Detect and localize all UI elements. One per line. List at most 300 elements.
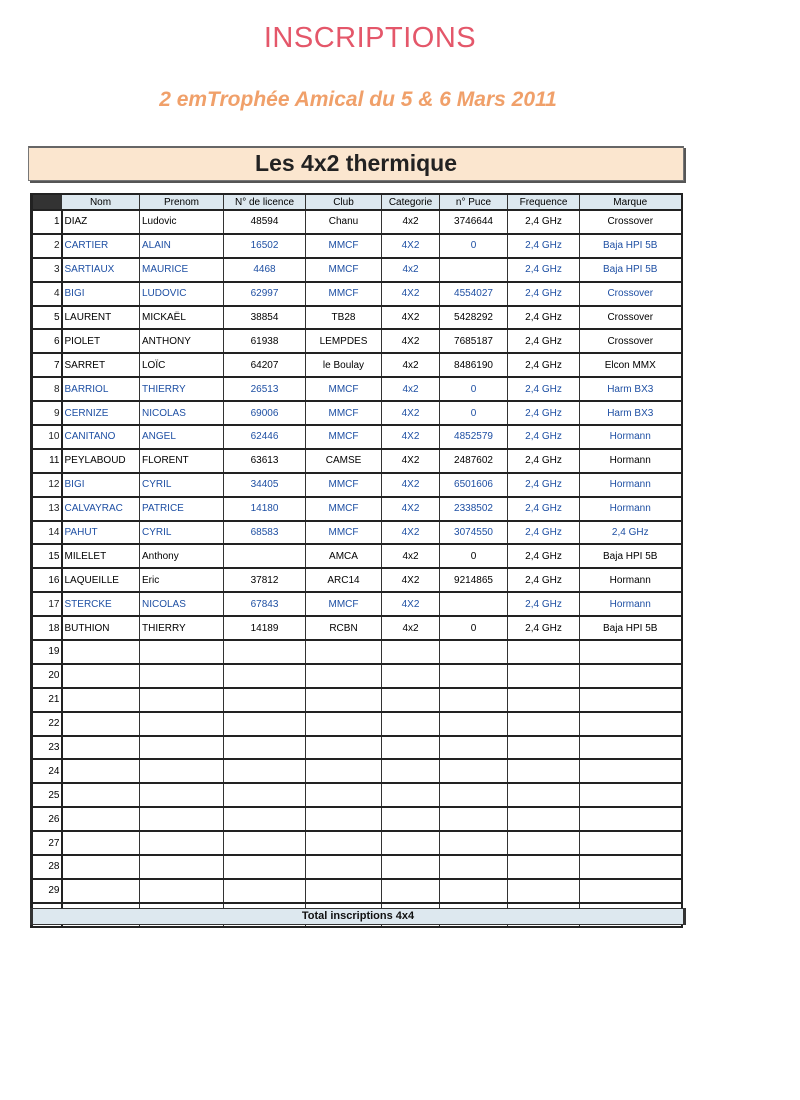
cell-nom: MILELET xyxy=(62,544,140,568)
cell-prenom xyxy=(140,688,224,712)
cell-licence: 38854 xyxy=(224,306,306,330)
cell-frequence xyxy=(508,807,580,831)
row-number: 3 xyxy=(32,258,62,282)
table-row xyxy=(32,855,682,879)
cell-frequence: 2,4 GHz xyxy=(508,473,580,497)
cell-puce xyxy=(440,712,508,736)
cell-frequence: 2,4 GHz xyxy=(508,616,580,640)
cell-frequence xyxy=(508,712,580,736)
cell-nom: BUTHION xyxy=(62,616,140,640)
cell-licence xyxy=(224,759,306,783)
table-row xyxy=(32,688,682,712)
cell-frequence xyxy=(508,831,580,855)
cell-licence xyxy=(224,879,306,903)
cell-categorie: 4X2 xyxy=(382,234,440,258)
row-number: 6 xyxy=(32,329,62,353)
header-nom: Nom xyxy=(62,194,140,210)
cell-club: MMCF xyxy=(306,521,382,545)
cell-nom: LAQUEILLE xyxy=(62,568,140,592)
cell-club xyxy=(306,783,382,807)
cell-categorie xyxy=(382,783,440,807)
cell-licence xyxy=(224,544,306,568)
cell-prenom xyxy=(140,640,224,664)
cell-frequence xyxy=(508,855,580,879)
cell-frequence: 2,4 GHz xyxy=(508,306,580,330)
table-row xyxy=(32,712,682,736)
cell-puce: 9214865 xyxy=(440,568,508,592)
table-row xyxy=(32,592,682,616)
table-row xyxy=(32,497,682,521)
cell-club xyxy=(306,831,382,855)
cell-puce xyxy=(440,783,508,807)
table-row xyxy=(32,449,682,473)
cell-marque: Crossover xyxy=(580,306,682,330)
cell-nom: STERCKE xyxy=(62,592,140,616)
cell-marque xyxy=(580,688,682,712)
cell-puce: 2487602 xyxy=(440,449,508,473)
cell-frequence: 2,4 GHz xyxy=(508,521,580,545)
cell-licence: 63613 xyxy=(224,449,306,473)
cell-prenom xyxy=(140,712,224,736)
cell-club: LEMPDES xyxy=(306,329,382,353)
cell-puce: 0 xyxy=(440,377,508,401)
row-number: 16 xyxy=(32,568,62,592)
cell-prenom: ANTHONY xyxy=(140,329,224,353)
cell-frequence xyxy=(508,640,580,664)
cell-categorie: 4x2 xyxy=(382,353,440,377)
cell-frequence: 2,4 GHz xyxy=(508,592,580,616)
row-number: 11 xyxy=(32,449,62,473)
cell-categorie: 4X2 xyxy=(382,568,440,592)
cell-frequence: 2,4 GHz xyxy=(508,210,580,234)
cell-prenom xyxy=(140,807,224,831)
header-puce: n° Puce xyxy=(440,194,508,210)
table-row xyxy=(32,473,682,497)
cell-marque: Crossover xyxy=(580,329,682,353)
cell-licence xyxy=(224,783,306,807)
cell-licence: 61938 xyxy=(224,329,306,353)
cell-club: Chanu xyxy=(306,210,382,234)
cell-marque: Hormann xyxy=(580,425,682,449)
cell-categorie: 4X2 xyxy=(382,521,440,545)
cell-nom: PIOLET xyxy=(62,329,140,353)
cell-prenom: THIERRY xyxy=(140,377,224,401)
cell-marque: Hormann xyxy=(580,449,682,473)
cell-nom: SARTIAUX xyxy=(62,258,140,282)
cell-nom: DIAZ xyxy=(62,210,140,234)
cell-club xyxy=(306,759,382,783)
cell-licence: 26513 xyxy=(224,377,306,401)
table-row xyxy=(32,234,682,258)
cell-marque xyxy=(580,736,682,760)
cell-nom: CALVAYRAC xyxy=(62,497,140,521)
cell-marque: Baja HPI 5B xyxy=(580,258,682,282)
cell-frequence: 2,4 GHz xyxy=(508,449,580,473)
registrations-table xyxy=(30,193,683,928)
cell-nom: PAHUT xyxy=(62,521,140,545)
cell-nom xyxy=(62,712,140,736)
cell-prenom: Anthony xyxy=(140,544,224,568)
cell-licence: 34405 xyxy=(224,473,306,497)
cell-frequence: 2,4 GHz xyxy=(508,497,580,521)
table-row xyxy=(32,736,682,760)
row-number: 24 xyxy=(32,759,62,783)
cell-prenom: MAURICE xyxy=(140,258,224,282)
cell-frequence: 2,4 GHz xyxy=(508,234,580,258)
cell-categorie xyxy=(382,640,440,664)
cell-frequence xyxy=(508,783,580,807)
cell-prenom: LOÏC xyxy=(140,353,224,377)
row-number: 26 xyxy=(32,807,62,831)
row-number: 13 xyxy=(32,497,62,521)
row-number: 19 xyxy=(32,640,62,664)
table-body xyxy=(32,210,682,927)
cell-club: le Boulay xyxy=(306,353,382,377)
cell-nom: CERNIZE xyxy=(62,401,140,425)
table-row xyxy=(32,640,682,664)
row-number: 12 xyxy=(32,473,62,497)
header-frequence: Frequence xyxy=(508,194,580,210)
table-row xyxy=(32,210,682,234)
cell-nom: CANITANO xyxy=(62,425,140,449)
cell-licence xyxy=(224,640,306,664)
cell-club: MMCF xyxy=(306,497,382,521)
cell-club xyxy=(306,736,382,760)
cell-marque xyxy=(580,664,682,688)
cell-prenom xyxy=(140,855,224,879)
table-row xyxy=(32,664,682,688)
row-number: 9 xyxy=(32,401,62,425)
cell-marque xyxy=(580,855,682,879)
cell-prenom: THIERRY xyxy=(140,616,224,640)
cell-marque xyxy=(580,712,682,736)
header-club: Club xyxy=(306,194,382,210)
cell-nom xyxy=(62,688,140,712)
cell-categorie xyxy=(382,831,440,855)
cell-puce xyxy=(440,664,508,688)
cell-categorie: 4X2 xyxy=(382,425,440,449)
cell-frequence xyxy=(508,688,580,712)
cell-club: MMCF xyxy=(306,234,382,258)
cell-prenom: CYRIL xyxy=(140,473,224,497)
cell-marque: Baja HPI 5B xyxy=(580,544,682,568)
cell-club xyxy=(306,688,382,712)
cell-nom: CARTIER xyxy=(62,234,140,258)
cell-marque: Baja HPI 5B xyxy=(580,234,682,258)
row-number: 15 xyxy=(32,544,62,568)
cell-puce: 0 xyxy=(440,234,508,258)
cell-marque: Elcon MMX xyxy=(580,353,682,377)
cell-marque: Baja HPI 5B xyxy=(580,616,682,640)
cell-prenom: MICKAËL xyxy=(140,306,224,330)
cell-puce: 0 xyxy=(440,616,508,640)
cell-categorie: 4X2 xyxy=(382,592,440,616)
header-licence: N° de licence xyxy=(224,194,306,210)
row-number: 29 xyxy=(32,879,62,903)
cell-club: MMCF xyxy=(306,401,382,425)
cell-prenom xyxy=(140,783,224,807)
cell-frequence xyxy=(508,759,580,783)
cell-puce: 8486190 xyxy=(440,353,508,377)
cell-club xyxy=(306,807,382,831)
cell-nom: BARRIOL xyxy=(62,377,140,401)
cell-club: TB28 xyxy=(306,306,382,330)
cell-licence: 68583 xyxy=(224,521,306,545)
cell-licence: 69006 xyxy=(224,401,306,425)
header-prenom: Prenom xyxy=(140,194,224,210)
cell-prenom: PATRICE xyxy=(140,497,224,521)
cell-prenom: ALAIN xyxy=(140,234,224,258)
table-row xyxy=(32,759,682,783)
cell-prenom xyxy=(140,759,224,783)
cell-licence: 67843 xyxy=(224,592,306,616)
cell-puce xyxy=(440,831,508,855)
cell-prenom: Ludovic xyxy=(140,210,224,234)
cell-categorie: 4x2 xyxy=(382,377,440,401)
row-number: 17 xyxy=(32,592,62,616)
cell-club: RCBN xyxy=(306,616,382,640)
cell-puce xyxy=(440,592,508,616)
cell-frequence xyxy=(508,664,580,688)
cell-puce xyxy=(440,640,508,664)
cell-categorie xyxy=(382,807,440,831)
cell-puce xyxy=(440,688,508,712)
cell-frequence xyxy=(508,879,580,903)
cell-marque: Crossover xyxy=(580,210,682,234)
cell-puce: 2338502 xyxy=(440,497,508,521)
cell-club: MMCF xyxy=(306,377,382,401)
row-number: 27 xyxy=(32,831,62,855)
cell-categorie: 4x2 xyxy=(382,616,440,640)
cell-marque: Crossover xyxy=(580,282,682,306)
cell-licence: 64207 xyxy=(224,353,306,377)
table-header-row xyxy=(32,194,682,210)
cell-nom xyxy=(62,640,140,664)
cell-categorie: 4X2 xyxy=(382,282,440,306)
table-row xyxy=(32,306,682,330)
cell-prenom: NICOLAS xyxy=(140,592,224,616)
cell-club xyxy=(306,640,382,664)
row-number: 21 xyxy=(32,688,62,712)
cell-prenom: LUDOVIC xyxy=(140,282,224,306)
cell-nom xyxy=(62,783,140,807)
cell-puce: 4554027 xyxy=(440,282,508,306)
row-number: 22 xyxy=(32,712,62,736)
cell-categorie: 4X2 xyxy=(382,449,440,473)
table-row xyxy=(32,282,682,306)
cell-licence xyxy=(224,712,306,736)
cell-licence xyxy=(224,664,306,688)
row-number: 23 xyxy=(32,736,62,760)
cell-categorie: 4X2 xyxy=(382,306,440,330)
cell-puce xyxy=(440,807,508,831)
cell-puce xyxy=(440,736,508,760)
row-number-header xyxy=(32,194,62,210)
cell-puce xyxy=(440,759,508,783)
table-row xyxy=(32,879,682,903)
cell-puce: 5428292 xyxy=(440,306,508,330)
cell-categorie: 4X2 xyxy=(382,497,440,521)
cell-categorie xyxy=(382,712,440,736)
table-row xyxy=(32,783,682,807)
row-number: 20 xyxy=(32,664,62,688)
cell-nom: LAURENT xyxy=(62,306,140,330)
row-number: 1 xyxy=(32,210,62,234)
table-row xyxy=(32,831,682,855)
cell-frequence xyxy=(508,736,580,760)
cell-club: MMCF xyxy=(306,425,382,449)
cell-prenom xyxy=(140,831,224,855)
cell-marque: 2,4 GHz xyxy=(580,521,682,545)
cell-marque: Hormann xyxy=(580,497,682,521)
cell-club xyxy=(306,664,382,688)
cell-nom xyxy=(62,831,140,855)
cell-categorie xyxy=(382,855,440,879)
table-row xyxy=(32,329,682,353)
cell-puce: 7685187 xyxy=(440,329,508,353)
cell-licence xyxy=(224,736,306,760)
cell-licence xyxy=(224,831,306,855)
cell-puce: 3746644 xyxy=(440,210,508,234)
cell-frequence: 2,4 GHz xyxy=(508,425,580,449)
cell-prenom: Eric xyxy=(140,568,224,592)
cell-licence: 4468 xyxy=(224,258,306,282)
cell-licence: 14180 xyxy=(224,497,306,521)
header-categorie: Categorie xyxy=(382,194,440,210)
cell-nom xyxy=(62,664,140,688)
cell-licence: 48594 xyxy=(224,210,306,234)
cell-club xyxy=(306,879,382,903)
table-row xyxy=(32,521,682,545)
cell-nom: SARRET xyxy=(62,353,140,377)
cell-marque: Hormann xyxy=(580,568,682,592)
row-number: 4 xyxy=(32,282,62,306)
cell-prenom: NICOLAS xyxy=(140,401,224,425)
cell-categorie: 4X2 xyxy=(382,329,440,353)
cell-licence xyxy=(224,688,306,712)
row-number: 10 xyxy=(32,425,62,449)
cell-nom xyxy=(62,736,140,760)
page-title: INSCRIPTIONS xyxy=(263,22,477,54)
cell-club: MMCF xyxy=(306,258,382,282)
category-banner: Les 4x2 thermique xyxy=(28,146,684,181)
table-row xyxy=(32,353,682,377)
cell-nom: BIGI xyxy=(62,282,140,306)
cell-licence: 62446 xyxy=(224,425,306,449)
cell-club: CAMSE xyxy=(306,449,382,473)
cell-club xyxy=(306,712,382,736)
cell-club: AMCA xyxy=(306,544,382,568)
cell-frequence: 2,4 GHz xyxy=(508,377,580,401)
row-number: 28 xyxy=(32,855,62,879)
cell-licence: 14189 xyxy=(224,616,306,640)
cell-nom xyxy=(62,879,140,903)
cell-puce: 6501606 xyxy=(440,473,508,497)
table-row xyxy=(32,258,682,282)
cell-licence: 16502 xyxy=(224,234,306,258)
cell-puce xyxy=(440,855,508,879)
cell-puce: 0 xyxy=(440,401,508,425)
cell-prenom: CYRIL xyxy=(140,521,224,545)
cell-prenom: ANGEL xyxy=(140,425,224,449)
cell-marque xyxy=(580,759,682,783)
table-row xyxy=(32,377,682,401)
cell-marque xyxy=(580,879,682,903)
cell-puce xyxy=(440,879,508,903)
cell-licence xyxy=(224,855,306,879)
cell-categorie: 4X2 xyxy=(382,473,440,497)
cell-categorie: 4x2 xyxy=(382,210,440,234)
cell-nom xyxy=(62,807,140,831)
row-number: 7 xyxy=(32,353,62,377)
row-number: 8 xyxy=(32,377,62,401)
cell-nom xyxy=(62,855,140,879)
cell-categorie xyxy=(382,688,440,712)
cell-club: MMCF xyxy=(306,473,382,497)
cell-categorie: 4x2 xyxy=(382,258,440,282)
cell-marque xyxy=(580,640,682,664)
cell-club: MMCF xyxy=(306,592,382,616)
table-row xyxy=(32,401,682,425)
table-row xyxy=(32,568,682,592)
cell-prenom xyxy=(140,736,224,760)
row-number: 2 xyxy=(32,234,62,258)
cell-puce: 4852579 xyxy=(440,425,508,449)
cell-frequence: 2,4 GHz xyxy=(508,544,580,568)
row-number: 25 xyxy=(32,783,62,807)
cell-prenom xyxy=(140,879,224,903)
cell-categorie xyxy=(382,879,440,903)
row-number: 14 xyxy=(32,521,62,545)
event-subtitle: 2 emTrophée Amical du 5 & 6 Mars 2011 xyxy=(159,88,557,111)
cell-frequence: 2,4 GHz xyxy=(508,401,580,425)
total-registrations: Total inscriptions 4x4 xyxy=(30,908,686,925)
cell-frequence: 2,4 GHz xyxy=(508,568,580,592)
cell-categorie xyxy=(382,664,440,688)
cell-frequence: 2,4 GHz xyxy=(508,282,580,306)
cell-marque xyxy=(580,783,682,807)
cell-frequence: 2,4 GHz xyxy=(508,258,580,282)
cell-licence xyxy=(224,807,306,831)
row-number: 18 xyxy=(32,616,62,640)
cell-puce xyxy=(440,258,508,282)
cell-marque xyxy=(580,831,682,855)
cell-categorie: 4X2 xyxy=(382,401,440,425)
cell-club xyxy=(306,855,382,879)
cell-nom xyxy=(62,759,140,783)
cell-puce: 0 xyxy=(440,544,508,568)
cell-marque: Hormann xyxy=(580,592,682,616)
table-row xyxy=(32,544,682,568)
cell-nom: BIGI xyxy=(62,473,140,497)
table-row xyxy=(32,807,682,831)
cell-prenom xyxy=(140,664,224,688)
cell-licence: 62997 xyxy=(224,282,306,306)
cell-marque xyxy=(580,807,682,831)
cell-categorie: 4x2 xyxy=(382,544,440,568)
cell-categorie xyxy=(382,759,440,783)
table-row xyxy=(32,425,682,449)
cell-categorie xyxy=(382,736,440,760)
cell-club: MMCF xyxy=(306,282,382,306)
cell-frequence: 2,4 GHz xyxy=(508,329,580,353)
cell-puce: 3074550 xyxy=(440,521,508,545)
cell-marque: Harm BX3 xyxy=(580,377,682,401)
cell-licence: 37812 xyxy=(224,568,306,592)
row-number: 5 xyxy=(32,306,62,330)
table-row xyxy=(32,616,682,640)
cell-club: ARC14 xyxy=(306,568,382,592)
